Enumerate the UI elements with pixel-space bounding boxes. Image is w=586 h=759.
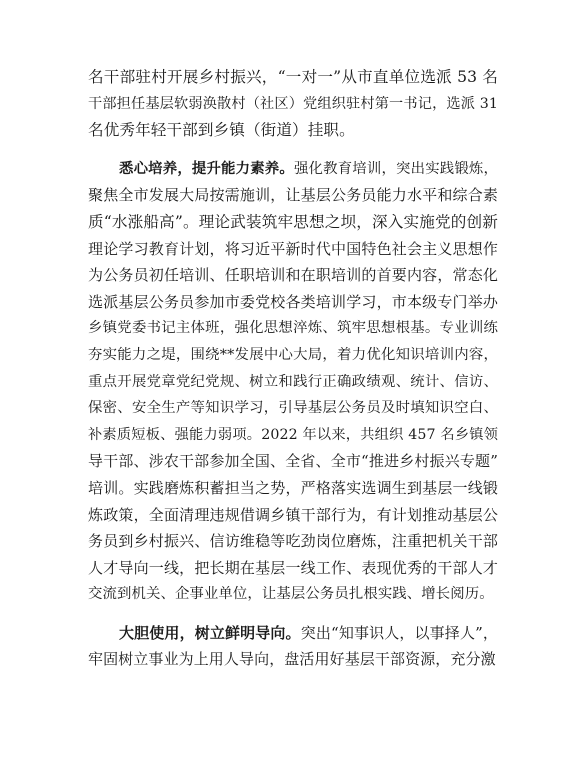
paragraph-heading-text: 悉心培养，提升能力素养。 bbox=[119, 159, 294, 177]
body-text: 突出“知事识人，以事择人”， bbox=[300, 623, 498, 642]
body-text: 牢固树立事业为上用人导向，盘活用好基层干部资源，充分激 bbox=[88, 650, 496, 669]
text-line bbox=[88, 156, 498, 183]
text-line bbox=[88, 528, 498, 555]
body-text: 务员到乡村振兴、信访维稳等吃劲岗位磨炼，注重把机关干部 bbox=[88, 532, 498, 551]
body-text: 为公务员初任培训、任职培训和在职培训的首要内容，常态化 bbox=[88, 266, 498, 285]
body-text: 干部担任基层软弱涣散村（社区）党组织驻村第一书记，选派 31 bbox=[88, 95, 498, 112]
body-text: 理论学习教育计划，将习近平新时代中国特色社会主义思想作 bbox=[88, 239, 498, 258]
text-line bbox=[88, 555, 498, 582]
text-line bbox=[88, 395, 498, 422]
text-line bbox=[88, 422, 498, 449]
body-text: 保密、安全生产等知识学习，引导基层公务员及时填知识空白、 bbox=[88, 400, 498, 417]
text-line bbox=[88, 182, 498, 209]
body-text: 人才导向一线，把长期在基层一线工作、表现优秀的干部人才 bbox=[88, 558, 498, 577]
text-line bbox=[88, 620, 498, 647]
text-line bbox=[88, 315, 498, 342]
text-line bbox=[88, 91, 498, 118]
body-text: 补素质短板、强能力弱项。2022 年以来，共组织 457 名乡镇领 bbox=[88, 426, 498, 443]
paragraph-heading-text: 大胆使用，树立鲜明导向。 bbox=[119, 623, 301, 642]
body-text: 夯实能力之堤，围绕**发展中心大局，着力优化知识培训内容， bbox=[88, 346, 498, 363]
body-text: 交流到机关、企事业单位，让基层公务员扎根实践、增长阅历。 bbox=[88, 586, 494, 603]
body-text: 名优秀年轻干部到乡镇（街道）挂职。 bbox=[88, 121, 355, 140]
text-line bbox=[88, 342, 498, 369]
document-page bbox=[88, 64, 498, 673]
paragraph-2 bbox=[88, 156, 498, 608]
text-line bbox=[88, 262, 498, 289]
paragraph-1 bbox=[88, 64, 498, 144]
text-line bbox=[88, 209, 498, 236]
body-text: 炼政策，全面清理违规借调乡镇干部行为，有计划推动基层公 bbox=[88, 505, 498, 524]
body-text: 选派基层公务员参加市委党校各类培训学习，市本级专门举办 bbox=[88, 292, 498, 311]
text-line bbox=[88, 475, 498, 502]
body-text: 培训。实践磨炼积蓄担当之势，严格落实选调生到基层一线锻 bbox=[88, 478, 498, 497]
body-text: 强化教育培训，突出实践锻炼， bbox=[293, 160, 498, 177]
text-line bbox=[88, 369, 498, 396]
text-line bbox=[88, 236, 498, 263]
text-line bbox=[88, 64, 498, 91]
paragraph-3 bbox=[88, 620, 498, 673]
body-text: 质“水涨船高”。理论武装筑牢思想之坝，深入实施党的创新 bbox=[88, 212, 498, 231]
text-line bbox=[88, 448, 498, 475]
text-line bbox=[88, 646, 498, 673]
body-text: 名干部驻村开展乡村振兴，“一对一”从市直单位选派 53 名 bbox=[88, 68, 498, 86]
text-line bbox=[88, 581, 498, 608]
body-text: 导干部、涉农干部参加全国、全省、全市“推进乡村振兴专题” bbox=[88, 452, 498, 471]
text-line bbox=[88, 502, 498, 529]
text-line bbox=[88, 117, 498, 144]
body-text: 乡镇党委书记主体班，强化思想淬炼、筑牢思想根基。专业训练 bbox=[88, 320, 498, 337]
text-line bbox=[88, 289, 498, 316]
body-text: 聚焦全市发展大局按需施训，让基层公务员能力水平和综合素 bbox=[88, 186, 498, 205]
body-text: 重点开展党章党纪党规、树立和践行正确政绩观、统计、信访、 bbox=[88, 373, 498, 390]
